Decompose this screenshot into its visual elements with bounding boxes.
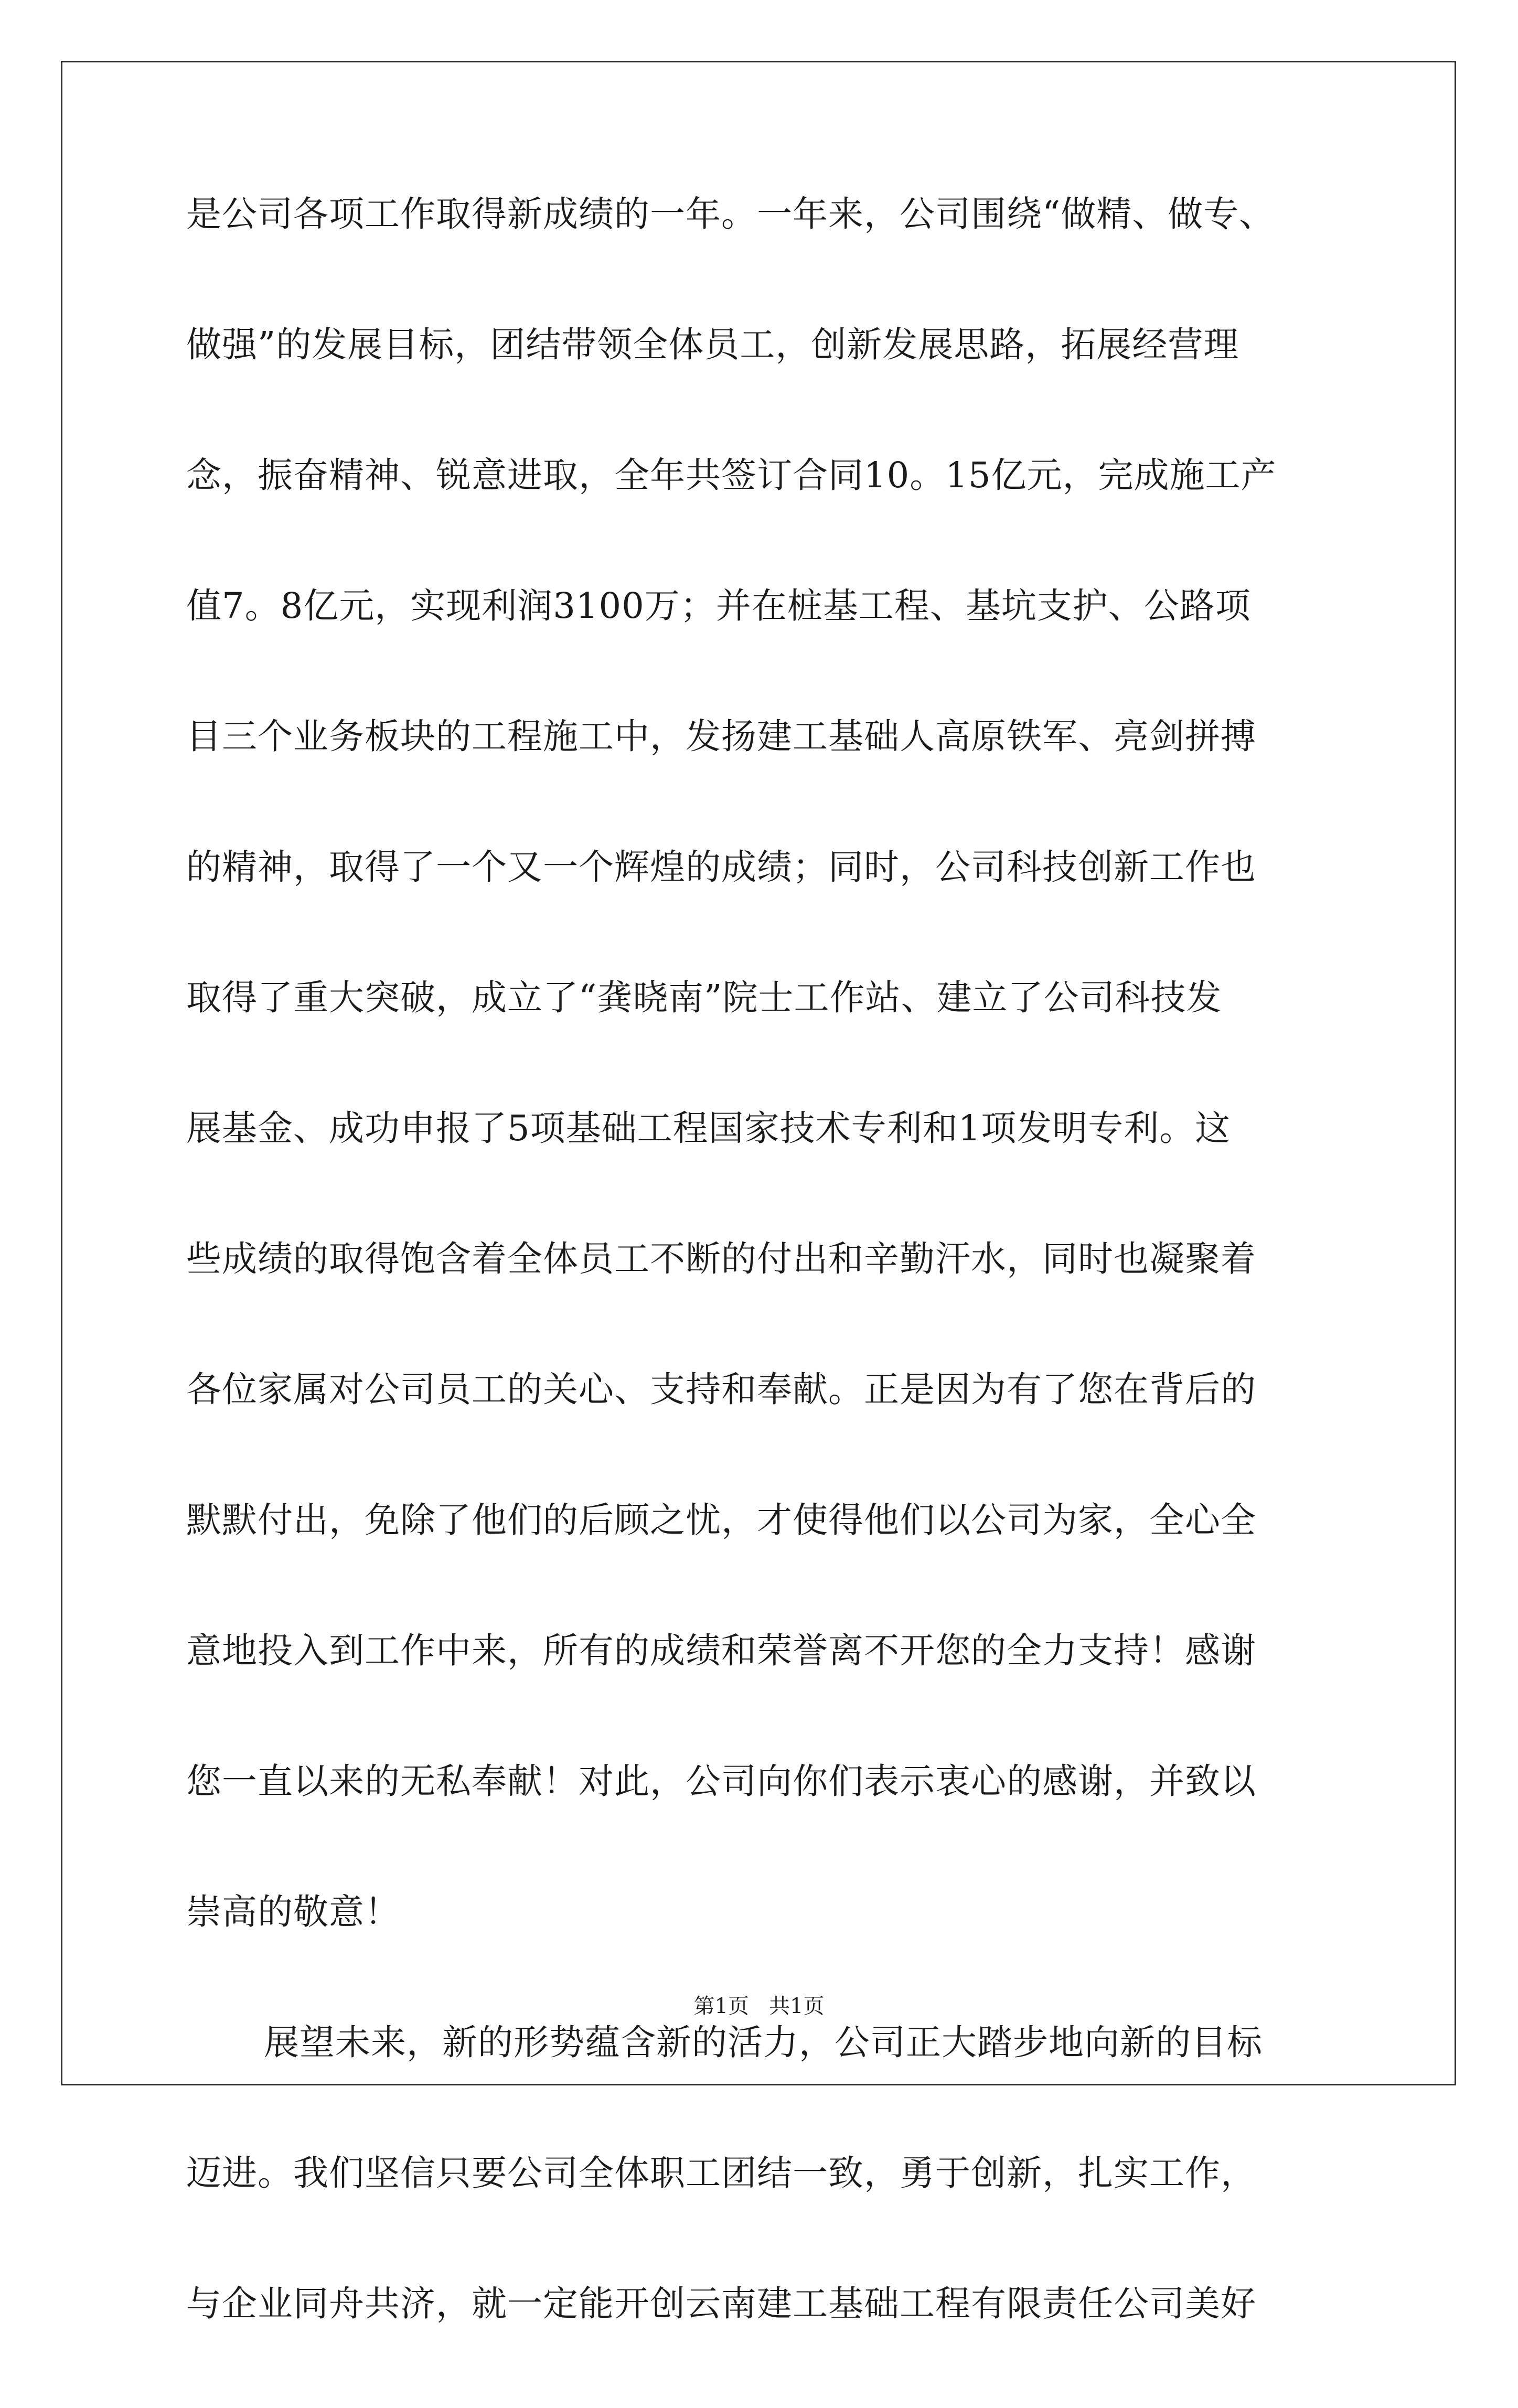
text-line: 值7。8亿元，实现利润3100万；并在桩基工程、基坑支护、公路项: [186, 585, 1251, 626]
text-line-paragraph-start: 展望未来，新的形势蕴含新的活力，公司正大踏步地向新的目标: [264, 2022, 1263, 2063]
text-line: 展基金、成功申报了5项基础工程国家技术专利和1项发明专利。这: [186, 1108, 1231, 1149]
page-number-footer: 第1页 共1页: [693, 1994, 825, 2018]
text-line: 与企业同舟共济，就一定能开创云南建工基础工程有限责任公司美好: [186, 2283, 1256, 2324]
text-line: 做强”的发展目标，团结带领全体员工，创新发展思路，拓展经营理: [186, 324, 1239, 365]
text-line: 各位家属对公司员工的关心、支持和奉献。正是因为有了您在背后的: [186, 1369, 1256, 1410]
text-line: 崇高的敬意！: [186, 1891, 400, 1932]
document-body: [186, 188, 1345, 2408]
text-line: 默默付出，免除了他们的后顾之忧，才使得他们以公司为家，全心全: [186, 1500, 1256, 1540]
text-line: 些成绩的取得饱含着全体员工不断的付出和辛勤汗水，同时也凝聚着: [186, 1238, 1256, 1279]
text-line: 取得了重大突破，成立了“龚晓南”院士工作站、建立了公司科技发: [186, 977, 1222, 1018]
text-line: 的精神，取得了一个又一个辉煌的成绩；同时，公司科技创新工作也: [186, 847, 1256, 887]
text-line: 是公司各项工作取得新成绩的一年。一年来，公司围绕“做精、做专、: [186, 194, 1275, 234]
text-line: 意地投入到工作中来，所有的成绩和荣誉离不开您的全力支持！感谢: [186, 1630, 1256, 1671]
text-line: 迈进。我们坚信只要公司全体职工团结一致，勇于创新，扎实工作，: [186, 2153, 1256, 2193]
text-line: 念，振奋精神、锐意进取，全年共签订合同10。15亿元，完成施工产: [186, 455, 1277, 496]
text-line: 您一直以来的无私奉献！对此，公司向你们表示衷心的感谢，并致以: [186, 1761, 1256, 1802]
text-line: 目三个业务板块的工程施工中，发扬建工基础人高原铁军、亮剑拼搏: [186, 716, 1256, 757]
